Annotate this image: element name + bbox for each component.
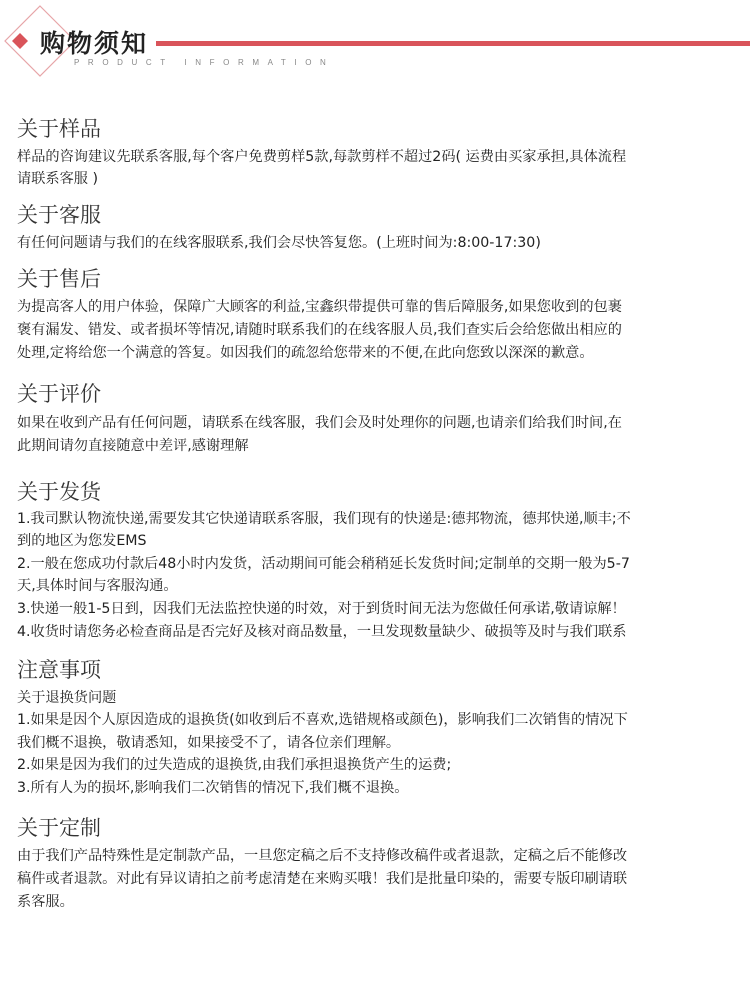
section-text-line: 此期间请勿直接随意中差评,感谢理解 — [17, 438, 249, 454]
section-text-line: 为提高客人的用户体验，保障广大顾客的利益,宝鑫织带提供可靠的售后障服务,如果您收到的包裹 — [17, 299, 622, 315]
section-title-notice: 注意事项 — [17, 658, 101, 682]
section-text-line: 稿件或者退款。对此有异议请拍之前考虑清楚在来购买哦！我们是批量印染的，需要专版印刷请联 — [17, 871, 628, 887]
section-text-line: 处理,定将给您一个满意的答复。如因我们的疏忽给您带来的不便,在此向您致以深深的歉意。 — [17, 345, 594, 361]
section-text-line: 系客服。 — [17, 894, 74, 910]
section-text-line: 3.快递一般1-5日到，因我们无法监控快递的时效，对于到货时间无法为您做任何承诺,敬请谅解！ — [17, 601, 626, 617]
page-header — [0, 0, 750, 80]
section-text-line: 3.所有人为的损坏,影响我们二次销售的情况下,我们概不退换。 — [17, 780, 409, 796]
section-title-review: 关于评价 — [17, 382, 101, 406]
section-text-line: 由于我们产品特殊性是定制款产品，一旦您定稿之后不支持修改稿件或者退款，定稿之后不能修改 — [17, 848, 628, 864]
page-subtitle: PRODUCT INFORMATION — [74, 58, 335, 67]
section-text-line: 如果在收到产品有任何问题，请联系在线客服，我们会及时处理你的问题,也请亲们给我们时间,在 — [17, 415, 622, 431]
section-text-line: 2.如果是因为我们的过失造成的退换货,由我们承担退换货产生的运费; — [17, 757, 452, 773]
section-title-service: 关于客服 — [17, 203, 101, 227]
section-title-shipping: 关于发货 — [17, 480, 101, 504]
section-text-line: 样品的咨询建议先联系客服,每个客户免费剪样5款,每款剪样不超过2码( 运费由买家承担,具体流程 — [17, 149, 627, 165]
section-text-line: 关于退换货问题 — [17, 690, 117, 706]
section-title-custom: 关于定制 — [17, 816, 101, 840]
section-text-line: 我们概不退换，敬请悉知，如果接受不了，请各位亲们理解。 — [17, 735, 401, 751]
section-text-line: 褒有漏发、错发、或者损坏等情况,请随时联系我们的在线客服人员,我们查实后会给您做出相应的 — [17, 322, 622, 338]
section-text-line: 2.一般在您成功付款后48小时内发货，活动期间可能会稍稍延长发货时间;定制单的交期一般为5-7 — [17, 556, 630, 572]
section-title-sample: 关于样品 — [17, 117, 101, 141]
section-text-line: 1.如果是因个人原因造成的退换货(如收到后不喜欢,选错规格或颜色)，影响我们二次销售的情况下 — [17, 712, 628, 728]
section-text-line: 4.收货时请您务必检查商品是否完好及核对商品数量，一旦发现数量缺少、破损等及时与我们联系 — [17, 624, 627, 640]
section-text-line: 1.我司默认物流快递,需要发其它快递请联系客服，我们现有的快递是:德邦物流，德邦快递,顺丰;不 — [17, 511, 631, 527]
section-text-line: 到的地区为您发EMS — [17, 533, 147, 549]
section-text-line: 请联系客服 ) — [17, 171, 98, 187]
section-text-line: 有任何问题请与我们的在线客服联系,我们会尽快答复您。(上班时间为:8:00-17:30) — [17, 235, 541, 251]
page-title: 购物须知 — [40, 29, 149, 58]
header-divider — [156, 41, 750, 46]
section-text-line: 天,具体时间与客服沟通。 — [17, 578, 178, 594]
section-title-aftersale: 关于售后 — [17, 267, 101, 291]
